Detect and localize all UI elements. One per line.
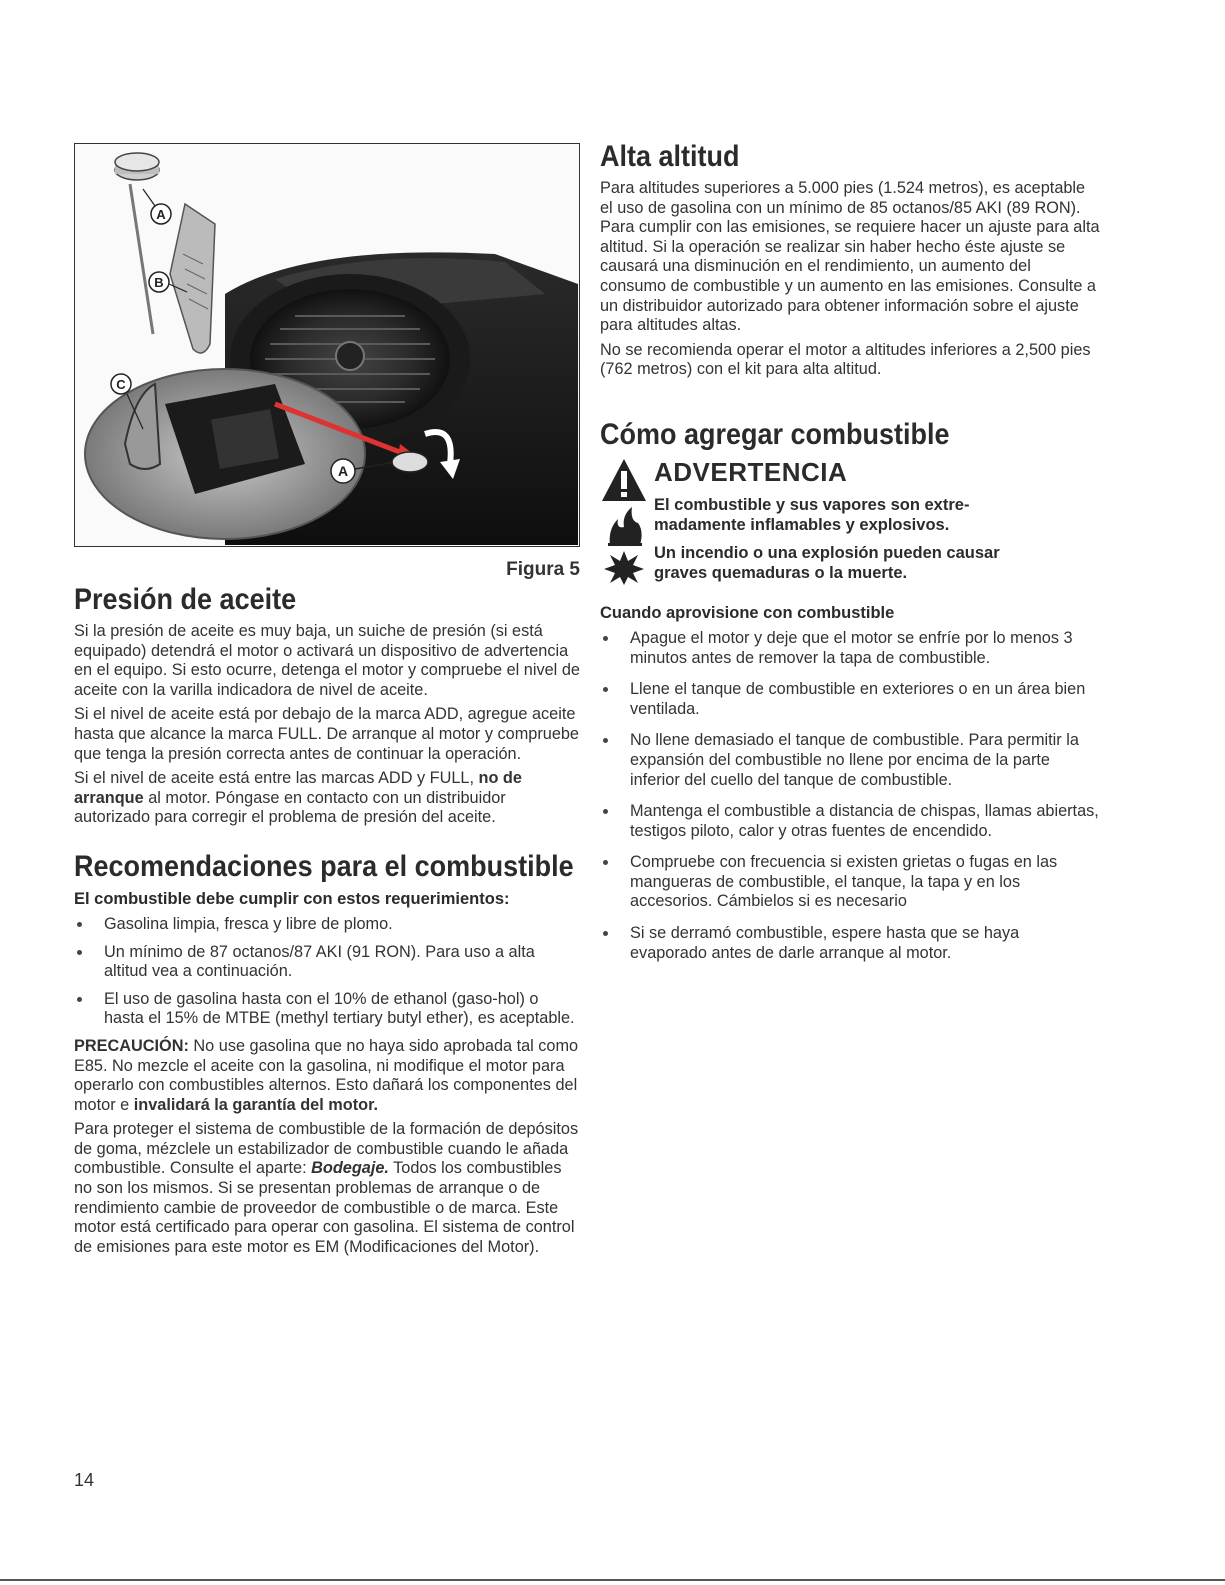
warning-line-1: El combustible y sus vapores son extre- — [654, 495, 970, 514]
caution-paragraph — [74, 1037, 580, 1115]
add-fuel-list — [600, 629, 1100, 963]
list-item: Un mínimo de 87 octanos/87 AKI (91 RON). Para uso a alta altitud vea a continuación. — [74, 943, 580, 982]
fuel-recs-list — [74, 915, 580, 1029]
right-column — [600, 140, 1100, 975]
altitude-heading: Alta altitud — [600, 140, 740, 173]
bottom-rule — [0, 1579, 1225, 1581]
altitude-paragraph-1: Para altitudes superiores a 5.000 pies (1.524 metros), es aceptable el uso de gasolina con un mínimo de 85 octanos/85 AKI (89 RON). Para cumplir con las emisiones, se requiere hacer un ajuste para alta altitud. Si la operación se realizar sin haber hecho éste ajuste se causará una disminución en el rendimiento, un aumento del consumo de combustible y un aumento en las emisiones. Consulte a un distribuidor autorizado para obtener información sobre el ajuste para altitudes altas. — [600, 179, 1100, 335]
list-item: El uso de gasolina hasta con el 10% de ethanol (gaso-hol) o hasta el 15% de MTBE (methyl tertiary butyl ether), es aceptable. — [74, 990, 580, 1029]
engine-figure — [74, 143, 580, 547]
warning-line-2: madamente inflamables y explosivos. — [654, 515, 950, 534]
warning-line-3: Un incendio o una explosión pueden causar — [654, 543, 1000, 562]
oil-pressure-paragraph-1: Si la presión de aceite es muy baja, un suiche de presión (si está equipado) detendrá el motor o activará un dispositivo de advertencia en el equipo. Si esto ocurre, detenga el motor y compruebe el nivel de aceite con la varilla indicadora de nivel de aceite. — [74, 622, 580, 699]
list-item: Apague el motor y deje que el motor se enfríe por lo menos 3 minutos antes de remover la tapa de combustible. — [600, 629, 1100, 668]
oil-pressure-paragraph-3 — [74, 769, 580, 828]
callout-a-top: A — [156, 207, 166, 222]
oil-p3-end: al motor. Póngase en contacto con un distribuidor autorizado para corregir el problema de presión del aceite. — [74, 788, 506, 827]
warning-icons — [600, 457, 654, 590]
callout-b: B — [154, 275, 164, 290]
oil-p3-bold: no de arranque — [74, 769, 522, 807]
caution-label: PRECAUCIÓN: — [74, 1036, 189, 1055]
add-fuel-heading: Cómo agregar combustible — [600, 417, 950, 451]
stab-start: Para proteger el sistema de combustible de la formación de depósitos de goma, mézclele un estabilizador de combustible cuando le añada combustible. Consulte el aparte: — [74, 1120, 579, 1178]
warning-title: ADVERTENCIA — [654, 456, 848, 487]
warning-triangle-icon — [602, 459, 646, 501]
add-fuel-subheading: Cuando aprovisione con combustible — [600, 603, 895, 622]
left-column — [74, 143, 580, 1262]
fuel-recs-subheading: El combustible debe cumplir con estos requerimientos: — [74, 889, 510, 908]
stab-end: Todos los combustibles no son los mismos. Si se presentan problemas de arranque o de rendimiento cambie de proveedor de combustible o de marca. Este motor está certificado para operar con gasolina. El sistema de control de emisiones para este motor es EM (Modificaciones del Motor). — [74, 1159, 575, 1256]
engine-illustration — [75, 144, 578, 545]
figure-caption: Figura 5 — [506, 559, 580, 580]
oil-p3-start: Si el nivel de aceite está entre las marcas ADD y FULL, — [74, 769, 474, 788]
list-item: No llene demasiado el tanque de combustible. Para permitir la expansión del combustible no llene por encima de la parte inferior del cuello del tanque de combustible. — [600, 731, 1100, 790]
callout-a-bottom: A — [337, 463, 349, 479]
list-item: Llene el tanque de combustible en exteriores o en un área bien ventilada. — [600, 680, 1100, 719]
callout-c: C — [116, 377, 126, 392]
list-item: Si se derramó combustible, espere hasta que se haya evaporado antes de darle arranque al motor. — [600, 924, 1100, 963]
list-item: Gasolina limpia, fresca y libre de plomo. — [74, 915, 580, 935]
list-item: Compruebe con frecuencia si existen grietas o fugas en las mangueras de combustible, el tanque, la tapa y en los accesorios. Cámbielos si es necesario — [600, 853, 1100, 912]
caution-bold: invalidará la garantía del motor. — [133, 1095, 379, 1114]
stabilizer-paragraph — [74, 1120, 580, 1257]
flame-icon — [608, 507, 642, 546]
page-number: 14 — [74, 1470, 95, 1490]
fuel-recs-heading: Recomendaciones para el combustible — [74, 849, 574, 883]
list-item: Mantenga el combustible a distancia de chispas, llamas abiertas, testigos piloto, calor y otras fuentes de encendido. — [600, 802, 1100, 841]
stab-ref: Bodegaje. — [311, 1159, 389, 1178]
explosion-icon — [604, 551, 644, 585]
altitude-paragraph-2: No se recomienda operar el motor a altitudes inferiores a 2,500 pies (762 metros) con el kit para alta altitud. — [600, 340, 1091, 379]
oil-pressure-paragraph-2: Si el nivel de aceite está por debajo de la marca ADD, agregue aceite hasta que alcance la marca FULL. De arranque al motor y compruebe que tenga la presión correcta antes de continuar la operación. — [74, 705, 579, 763]
warning-line-4: graves quemaduras o la muerte. — [654, 563, 908, 582]
oil-pressure-heading: Presión de aceite — [74, 583, 297, 616]
warning-block — [600, 457, 1100, 585]
caution-text: No use gasolina que no haya sido aprobada tal como E85. No mezcle el aceite con la gasolina, ni modifique el motor para operarlo con combustibles alternos. Esto dañará los componentes del motor e — [74, 1036, 579, 1114]
